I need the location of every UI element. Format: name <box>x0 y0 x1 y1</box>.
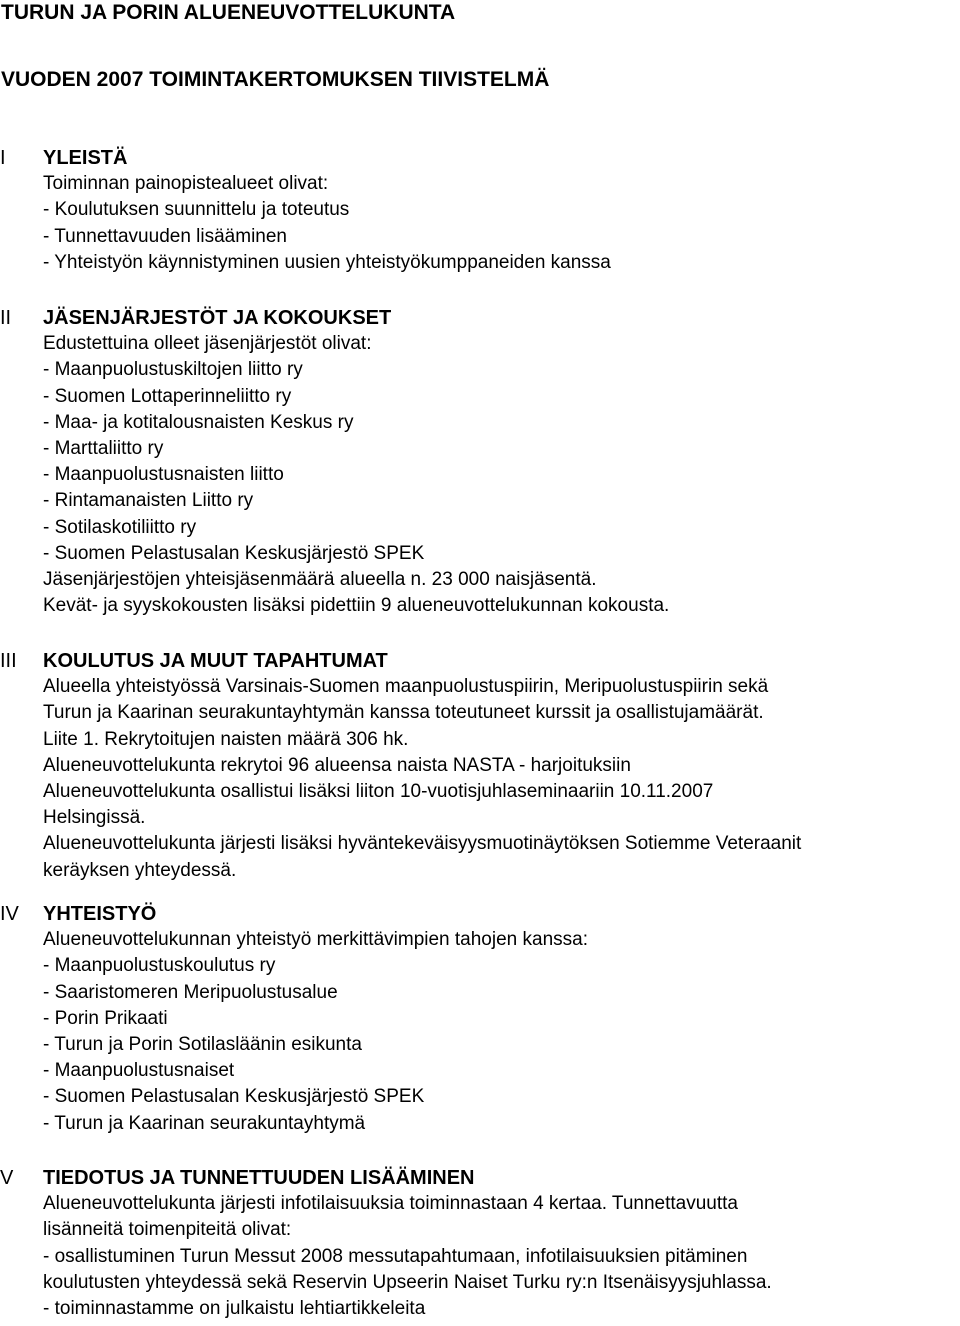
list-item: - Porin Prikaati <box>43 1007 168 1029</box>
section-number: I <box>0 147 6 169</box>
text-line: Kevät- ja syyskokousten lisäksi pidettiin 9 alueneuvottelukunnan kokousta. <box>43 595 670 617</box>
list-item: - Maanpuolustuskiltojen liitto ry <box>43 359 303 381</box>
list-item: - Maanpuolustusnaiset <box>43 1060 235 1082</box>
list-item: - Rintamanaisten Liitto ry <box>43 490 254 512</box>
text-line: Alueella yhteistyössä Varsinais-Suomen maanpuolustuspiirin, Meripuolustuspiirin sekä <box>43 676 769 698</box>
text-line: Alueneuvottelukunnan yhteistyö merkittävimpien tahojen kanssa: <box>43 929 588 951</box>
text-line: Alueneuvottelukunta järjesti lisäksi hyväntekeväisyysmuotinäytöksen Sotiemme Veteraanit <box>43 833 802 855</box>
list-item: - Maanpuolustusnaisten liitto <box>43 464 284 486</box>
list-item: - Saaristomeren Meripuolustusalue <box>43 981 338 1003</box>
section-content <box>43 648 960 884</box>
list-item: - Maanpuolustuskoulutus ry <box>43 955 276 977</box>
text-line: Alueneuvottelukunta osallistui lisäksi liiton 10-vuotisjuhlaseminaariin 10.11.2007 <box>43 781 714 803</box>
text-line: Alueneuvottelukunta rekrytoi 96 alueensa naista NASTA - harjoituksiin <box>43 754 631 776</box>
text-line: Jäsenjärjestöjen yhteisjäsenmäärä alueella n. 23 000 naisjäsentä. <box>43 569 597 591</box>
section-number: IV <box>0 903 19 925</box>
section-heading: TIEDOTUS JA TUNNETTUUDEN LISÄÄMINEN <box>43 1167 475 1189</box>
text-line: Alueneuvottelukunta järjesti infotilaisuuksia toiminnastaan 4 kertaa. Tunnettavuutta <box>43 1193 738 1215</box>
section-number: V <box>0 1167 14 1189</box>
list-item: - Suomen Lottaperinneliitto ry <box>43 385 292 407</box>
list-item: - Marttaliitto ry <box>43 438 164 460</box>
text-line: keräyksen yhteydessä. <box>43 859 237 881</box>
list-item: - toiminnastamme on julkaistu lehtiartikkeleita <box>43 1298 426 1320</box>
text-line: Liite 1. Rekrytoitujen naisten määrä 306 hk. <box>43 728 409 750</box>
section-number: III <box>0 650 17 672</box>
text-line: Helsingissä. <box>43 807 146 829</box>
text-line: Turun ja Kaarinan seurakuntayhtymän kanssa toteutuneet kurssit ja osallistujamäärät. <box>43 702 764 724</box>
list-item: - Turun ja Porin Sotilasläänin esikunta <box>43 1034 362 1056</box>
text-line: Edustettuina olleet jäsenjärjestöt olivat: <box>43 333 372 355</box>
text-line: lisänneitä toimenpiteitä olivat: <box>43 1219 292 1241</box>
section-number: II <box>0 307 12 329</box>
section-content <box>43 145 960 276</box>
list-item: - Sotilaskotiliitto ry <box>43 516 197 538</box>
section-heading: KOULUTUS JA MUUT TAPAHTUMAT <box>43 650 388 672</box>
text-line: koulutusten yhteydessä sekä Reservin Upseerin Naiset Turku ry:n Itsenäisyysjuhlassa. <box>43 1271 772 1293</box>
list-item: - Koulutuksen suunnittelu ja toteutus <box>43 199 350 221</box>
section-content <box>43 901 960 1137</box>
list-item: - Yhteistyön käynnistyminen uusien yhteistyökumppaneiden kanssa <box>43 251 611 273</box>
section-content <box>43 305 960 619</box>
list-item: - Maa- ja kotitalousnaisten Keskus ry <box>43 411 354 433</box>
list-item: - Tunnettavuuden lisääminen <box>43 225 287 247</box>
list-item: - Suomen Pelastusalan Keskusjärjestö SPEK <box>43 542 425 564</box>
organization-title: TURUN JA PORIN ALUENEUVOTTELUKUNTA <box>1 1 456 24</box>
document-title: VUODEN 2007 TOIMINTAKERTOMUKSEN TIIVISTELMÄ <box>1 68 550 91</box>
section-heading: JÄSENJÄRJESTÖT JA KOKOUKSET <box>43 307 392 329</box>
list-item: - osallistuminen Turun Messut 2008 messutapahtumaan, infotilaisuuksien pitäminen <box>43 1245 748 1267</box>
text-line: Toiminnan painopistealueet olivat: <box>43 173 329 195</box>
section-heading: YHTEISTYÖ <box>43 903 157 925</box>
list-item: - Suomen Pelastusalan Keskusjärjestö SPEK <box>43 1086 425 1108</box>
list-item: - Turun ja Kaarinan seurakuntayhtymä <box>43 1112 366 1134</box>
section-heading: YLEISTÄ <box>43 147 128 169</box>
section-content <box>43 1165 960 1322</box>
